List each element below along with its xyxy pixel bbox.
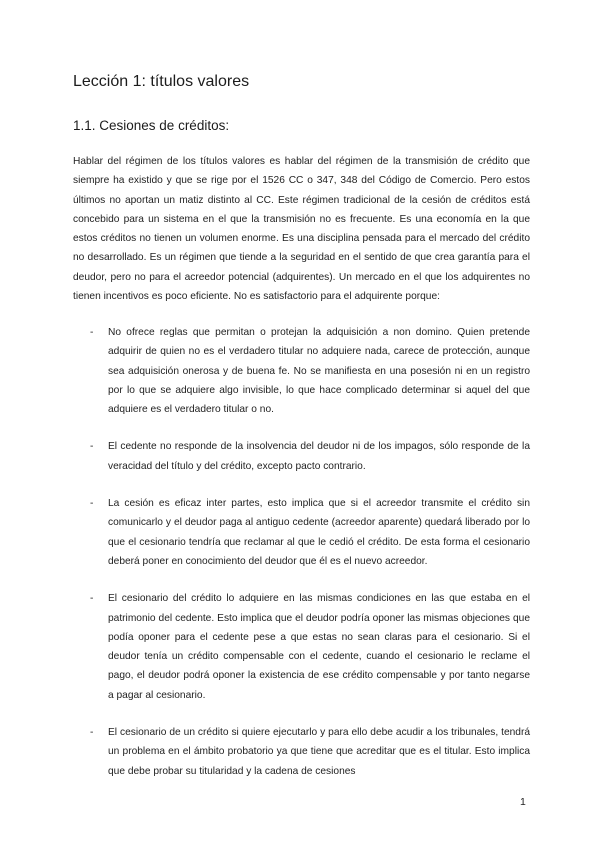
- list-item: [73, 323, 530, 419]
- lesson-heading: Lección 1: títulos valores: [73, 73, 250, 90]
- list-item-text: El cedente no responde de la insolvencia del deudor ni de los impagos, sólo responde de la veracidad del título y del crédito, excepto pacto contrario.: [108, 441, 530, 472]
- bullet-dash: -: [90, 727, 94, 739]
- list-item: [73, 437, 530, 476]
- bullet-dash: -: [90, 498, 94, 510]
- section-heading: 1.1. Cesiones de créditos:: [73, 118, 230, 133]
- list-item: [73, 494, 530, 571]
- list-item-text: La cesión es eficaz inter partes, esto implica que si el acreedor transmite el crédito sin comunicarlo y el deudor paga al antiguo cedente (acreedor aparente) quedará liberado por lo que el cesionario tendría que reclamar al que le cedió el crédito. De esta forma el cesionario deberá poner en conocimiento del deudor que él es el nuevo acreedor.: [108, 498, 530, 567]
- list-item-text: El cesionario de un crédito si quiere ejecutarlo y para ello debe acudir a los tribunales, tendrá un problema en el ámbito probatorio ya que tiene que acreditar que es el titular. Esto implica que debe probar su titularidad y la cadena de cesiones: [108, 727, 530, 777]
- bullet-dash: -: [90, 593, 94, 605]
- list-item: [73, 589, 530, 705]
- list-item: [73, 723, 530, 781]
- list-item-text: No ofrece reglas que permitan o protejan la adquisición a non domino. Quien pretende adquirir de quien no es el verdadero titular no adquiere nada, carece de protección, aunque sea adquisición onerosa y de buena fe. No se manifiesta en una posesión ni en un registro por lo que se adquiere algo invisible, lo que hace complicado determinar si aquel del que adquiere es el verdadero titular o no.: [108, 327, 530, 416]
- bullet-list: [73, 323, 530, 799]
- list-item-text: El cesionario del crédito lo adquiere en las mismas condiciones en las que estaba en el patrimonio del cedente. Esto implica que el deudor podría oponer las mismas objeciones que podía oponer para el cedente pese a que estas no sean claras para el cesionario. Si el deudor tenía un crédito compensable con el cedente, cuando el cesionario le reclame el pago, el deudor podrá oponer la existencia de ese crédito compensable y por tanto negarse a pagar al cesionario.: [108, 593, 530, 701]
- bullet-dash: -: [90, 441, 94, 453]
- intro-paragraph: Hablar del régimen de los títulos valores es hablar del régimen de la transmisión de crédito que siempre ha existido y que se rige por el 1526 CC o 347, 348 del Código de Comercio. Pero estos últimos no aportan un matiz distinto al CC. Este régimen tradicional de la cesión de créditos está concebido para un sistema en el que la transmisión no es frecuente. Es una economía en la que estos créditos no tienen un volumen enorme. Es una disciplina pensada para el mercado del crédito no desarrollado. Es un régimen que tiende a la seguridad en el sentido de que crea garantía para el deudor, pero no para el acreedor potencial (adquirentes). Un mercado en el que los adquirentes no tienen incentivos es poco eficiente. No es satisfactorio para el adquirente porque:: [73, 156, 530, 303]
- page-number: 1: [520, 796, 526, 808]
- bullet-dash: -: [90, 327, 94, 338]
